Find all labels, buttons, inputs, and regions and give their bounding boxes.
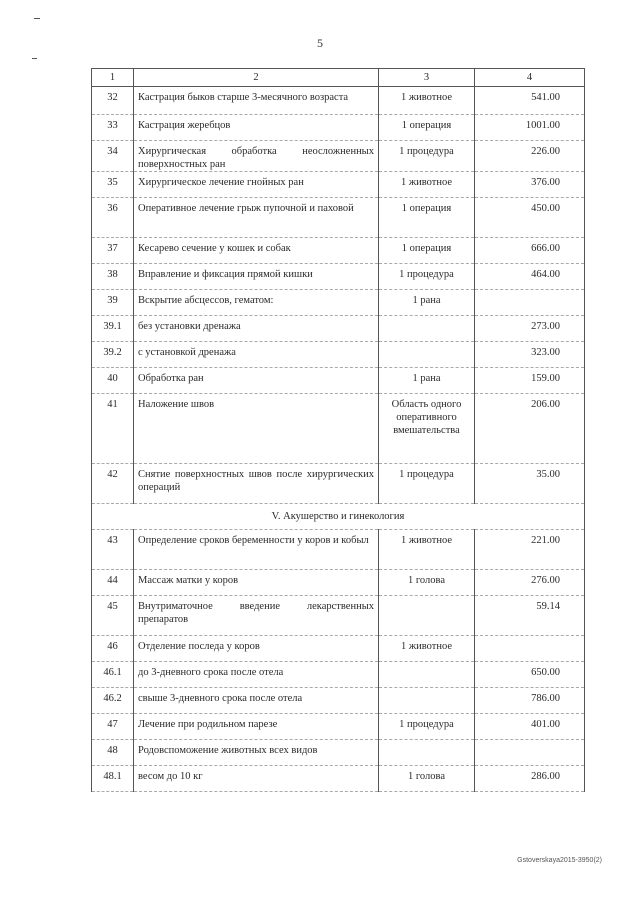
service-name: Снятие поверхностных швов после хирургических операций [134, 464, 379, 504]
table-row [92, 636, 585, 662]
page-number: 5 [317, 36, 323, 50]
unit-of-measure: 1 животное [379, 636, 475, 662]
row-number: 40 [92, 368, 134, 394]
price-value: 35.00 [475, 464, 585, 504]
unit-of-measure: 1 процедура [379, 264, 475, 290]
scan-mark [32, 58, 37, 59]
unit-of-measure [379, 662, 475, 688]
header-cell: 3 [379, 69, 475, 87]
table-row [92, 464, 585, 504]
price-value [475, 290, 585, 316]
price-value: 541.00 [475, 87, 585, 115]
service-name: Определение сроков беременности у коров и кобыл [134, 530, 379, 570]
unit-of-measure [379, 316, 475, 342]
service-name: Вправление и фиксация прямой кишки [134, 264, 379, 290]
unit-of-measure: 1 рана [379, 368, 475, 394]
table-row [92, 688, 585, 714]
table-row [92, 290, 585, 316]
document-code: Gstoverskaya2015-3950(2) [517, 857, 602, 864]
table-header-row [92, 69, 585, 87]
service-name: Кастрация быков старше 3-месячного возраста [134, 87, 379, 115]
table-row [92, 570, 585, 596]
price-value: 59.14 [475, 596, 585, 636]
row-number: 37 [92, 238, 134, 264]
price-value: 221.00 [475, 530, 585, 570]
service-name: свыше 3-дневного срока после отела [134, 688, 379, 714]
unit-of-measure [379, 342, 475, 368]
table-row [92, 172, 585, 198]
row-number: 34 [92, 141, 134, 172]
unit-of-measure: 1 рана [379, 290, 475, 316]
header-cell: 1 [92, 69, 134, 87]
service-name: до 3-дневного срока после отела [134, 662, 379, 688]
row-number: 47 [92, 714, 134, 740]
row-number: 42 [92, 464, 134, 504]
section-title: V. Акушерство и гинекология [92, 504, 585, 530]
service-name: Лечение при родильном парезе [134, 714, 379, 740]
price-table [91, 68, 585, 792]
unit-of-measure: 1 животное [379, 530, 475, 570]
row-number: 39 [92, 290, 134, 316]
price-value [475, 740, 585, 766]
row-number: 39.1 [92, 316, 134, 342]
row-number: 41 [92, 394, 134, 464]
unit-of-measure: Область одного оперативного вмешательства [379, 394, 475, 464]
price-value: 650.00 [475, 662, 585, 688]
service-name: без установки дренажа [134, 316, 379, 342]
service-name: весом до 10 кг [134, 766, 379, 792]
table-row [92, 714, 585, 740]
unit-of-measure: 1 голова [379, 766, 475, 792]
service-name: Оперативное лечение грыж пупочной и паховой [134, 198, 379, 238]
unit-of-measure: 1 животное [379, 172, 475, 198]
service-name: с установкой дренажа [134, 342, 379, 368]
row-number: 43 [92, 530, 134, 570]
service-name: Хирургическое лечение гнойных ран [134, 172, 379, 198]
header-cell: 2 [134, 69, 379, 87]
table-row [92, 264, 585, 290]
row-number: 32 [92, 87, 134, 115]
service-name: Массаж матки у коров [134, 570, 379, 596]
table-row [92, 316, 585, 342]
service-name: Родовспоможение животных всех видов [134, 740, 379, 766]
price-value: 226.00 [475, 141, 585, 172]
service-name: Кесарево сечение у кошек и собак [134, 238, 379, 264]
price-value: 286.00 [475, 766, 585, 792]
price-value: 1001.00 [475, 115, 585, 141]
price-value: 401.00 [475, 714, 585, 740]
row-number: 33 [92, 115, 134, 141]
price-value: 273.00 [475, 316, 585, 342]
row-number: 45 [92, 596, 134, 636]
service-name: Кастрация жеребцов [134, 115, 379, 141]
table-row [92, 368, 585, 394]
table-row [92, 141, 585, 172]
unit-of-measure: 1 голова [379, 570, 475, 596]
service-name: Внутриматочное введение лекарственных препаратов [134, 596, 379, 636]
unit-of-measure: 1 процедура [379, 141, 475, 172]
price-value: 786.00 [475, 688, 585, 714]
table-row [92, 394, 585, 464]
unit-of-measure: 1 процедура [379, 714, 475, 740]
table-row [92, 238, 585, 264]
table-row [92, 766, 585, 792]
price-value: 159.00 [475, 368, 585, 394]
row-number: 46.1 [92, 662, 134, 688]
row-number: 46 [92, 636, 134, 662]
unit-of-measure [379, 740, 475, 766]
table-row [92, 530, 585, 570]
price-value: 666.00 [475, 238, 585, 264]
row-number: 39.2 [92, 342, 134, 368]
unit-of-measure: 1 операция [379, 238, 475, 264]
row-number: 48.1 [92, 766, 134, 792]
header-cell: 4 [475, 69, 585, 87]
unit-of-measure [379, 688, 475, 714]
table-row [92, 740, 585, 766]
price-value [475, 636, 585, 662]
table-row [92, 596, 585, 636]
price-value: 206.00 [475, 394, 585, 464]
row-number: 36 [92, 198, 134, 238]
price-value: 464.00 [475, 264, 585, 290]
row-number: 35 [92, 172, 134, 198]
service-name: Вскрытие абсцессов, гематом: [134, 290, 379, 316]
service-name: Наложение швов [134, 394, 379, 464]
section-row [92, 504, 585, 530]
table-row [92, 662, 585, 688]
row-number: 44 [92, 570, 134, 596]
table-row [92, 115, 585, 141]
service-name: Отделение последа у коров [134, 636, 379, 662]
price-value: 323.00 [475, 342, 585, 368]
table-row [92, 342, 585, 368]
service-name: Обработка ран [134, 368, 379, 394]
table-row [92, 198, 585, 238]
unit-of-measure [379, 596, 475, 636]
service-name: Хирургическая обработка неосложненных поверхностных ран [134, 141, 379, 172]
row-number: 46.2 [92, 688, 134, 714]
unit-of-measure: 1 операция [379, 115, 475, 141]
table-row [92, 87, 585, 115]
unit-of-measure: 1 операция [379, 198, 475, 238]
unit-of-measure: 1 животное [379, 87, 475, 115]
unit-of-measure: 1 процедура [379, 464, 475, 504]
price-value: 450.00 [475, 198, 585, 238]
price-value: 376.00 [475, 172, 585, 198]
row-number: 38 [92, 264, 134, 290]
row-number: 48 [92, 740, 134, 766]
price-value: 276.00 [475, 570, 585, 596]
scan-mark [34, 18, 40, 19]
